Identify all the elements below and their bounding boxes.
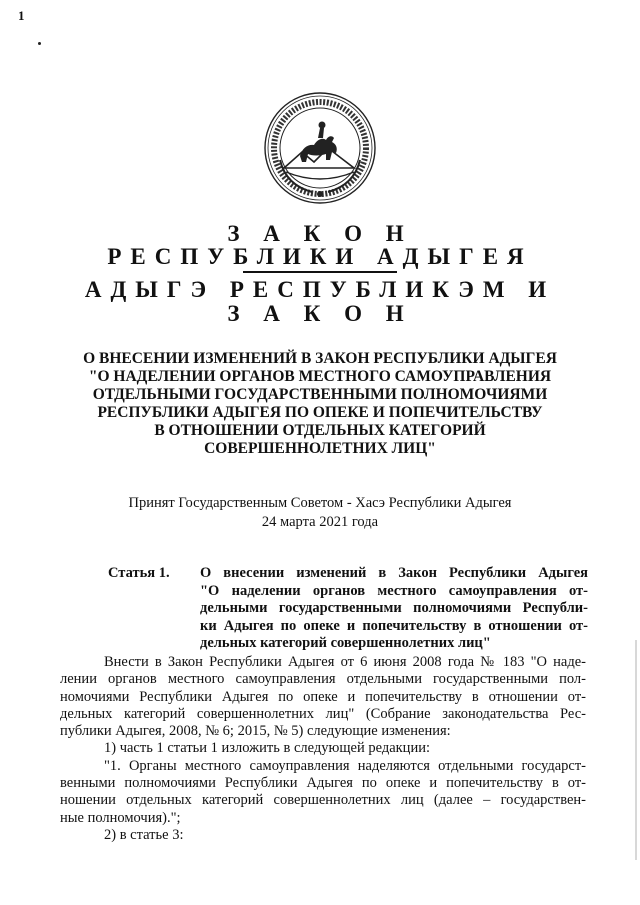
- coat-of-arms-emblem: [262, 90, 378, 206]
- scan-speck: [38, 42, 41, 45]
- article-title: [200, 565, 588, 653]
- quote-line: венными полномочиями Республики Адыгея по опеке и попечительству в от-: [60, 775, 586, 792]
- scan-edge-line: [635, 640, 637, 860]
- quote-line: ношении отдельных категорий совершеннолетних лиц (далее – государствен-: [60, 792, 586, 809]
- law-heading-4: З А К О Н: [227, 301, 413, 326]
- body-line: лении органов местного самоуправления отдельными государственными пол-: [60, 671, 586, 688]
- law-heading-1: З А К О Н: [227, 221, 413, 246]
- quote-line: ные полномочия).";: [60, 809, 181, 826]
- subject-line: "О НАДЕЛЕНИИ ОРГАНОВ МЕСТНОГО САМОУПРАВЛЕНИЯ: [88, 368, 552, 385]
- article-title-line: дельных категорий совершеннолетних лиц": [200, 635, 491, 651]
- adoption-date: 24 марта 2021 года: [261, 514, 379, 530]
- law-heading-3: АДЫГЭ РЕСПУБЛИКЭМ И: [84, 277, 556, 302]
- article-title-line: ки Адыгея по опеке и попечительству в отношении от-: [200, 617, 588, 634]
- adoption-note: [0, 494, 640, 532]
- article-title-line: дельными государственными полномочиями Республи-: [200, 600, 588, 616]
- subject-line: В ОТНОШЕНИИ ОТДЕЛЬНЫХ КАТЕГОРИЙ: [154, 422, 486, 439]
- article-title-line: О внесении изменений в Закон Республики Адыгея: [200, 565, 588, 581]
- heading-divider: [243, 271, 397, 273]
- body-line: дельных категорий совершеннолетних лиц" (Собрание законодательства Рес-: [60, 705, 586, 722]
- body-item-1: 1) часть 1 статьи 1 изложить в следующей редакции:: [104, 740, 430, 757]
- page-corner-mark: 1: [18, 8, 25, 23]
- body-item-2: 2) в статье 3:: [104, 826, 184, 843]
- body-line: публики Адыгея, 2008, № 6; 2015, № 5) следующие изменения:: [60, 723, 451, 740]
- quote-line: "1. Органы местного самоуправления наделяются отдельными государст-: [104, 757, 586, 774]
- subject-line: ОТДЕЛЬНЫМИ ГОСУДАРСТВЕННЫМИ ПОЛНОМОЧИЯМИ: [92, 386, 548, 403]
- law-heading-2: РЕСПУБЛИКИ АДЫГЕЯ: [107, 244, 533, 269]
- law-subject-title: [60, 350, 580, 458]
- subject-line: О ВНЕСЕНИИ ИЗМЕНЕНИЙ В ЗАКОН РЕСПУБЛИКИ АДЫГЕЯ: [83, 350, 557, 367]
- subject-line: РЕСПУБЛИКИ АДЫГЕЯ ПО ОПЕКЕ И ПОПЕЧИТЕЛЬСТВУ: [97, 404, 543, 421]
- article-body: [60, 654, 586, 844]
- subject-line: СОВЕРШЕННОЛЕТНИХ ЛИЦ": [204, 440, 436, 457]
- body-line: Внести в Закон Республики Адыгея от 6 июня 2008 года № 183 "О наде-: [104, 654, 586, 670]
- adoption-body: Принят Государственным Советом - Хасэ Республики Адыгея: [128, 495, 512, 511]
- body-line: номочиями Республики Адыгея по опеке и попечительству в отношении от-: [60, 688, 586, 705]
- article-title-line: "О наделении органов местного самоуправления от-: [200, 582, 588, 599]
- article-number: Статья 1.: [108, 565, 170, 581]
